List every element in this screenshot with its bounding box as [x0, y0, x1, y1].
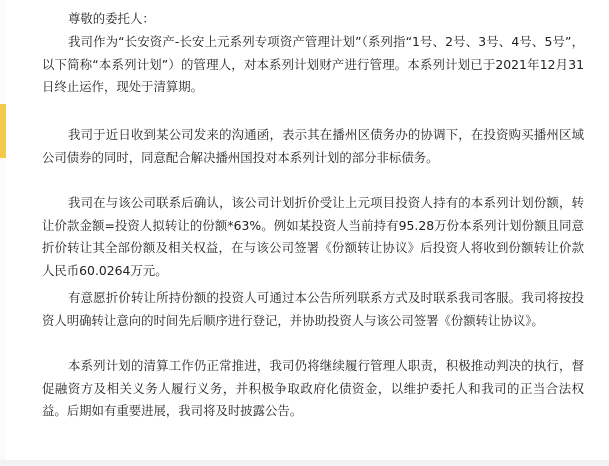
paragraph-liquidation-progress: 本系列计划的清算工作仍正常推进，我司仍将继续履行管理人职责，积极推动判决的执行，督促融资方及相关义务人履行义务，并积极争取政府化债资金，以维护委托人和我司的正当合法权益。后期如有重要进展，我司将及时披露公告。	[42, 358, 584, 418]
paragraph-transfer-terms: 我司在与该公司联系后确认，该公司计划折价受让上元项目投资人持有的本系列计划份额，转让价款金额=投资人拟转让的份额*63%。例如某投资人当前持有95.28万份本系列计划份额且同意折价转让其全部份额及相关权益，在与该公司签署《份额转让协议》后投资人将收到份额转让价款人民币60.0264万元。	[42, 195, 584, 278]
left-edge-bar	[0, 0, 6, 466]
salutation: 尊敬的委托人：	[68, 11, 155, 26]
paragraph-plan-intro: 我司作为“长安资产-长安上元系列专项资产管理计划”（系列指“1号、2号、3号、4号、5号”，以下简称“本系列计划”）的管理人，对本系列计划财产进行管理。本系列计划已于2021年12月31日终止运作，现处于清算期。	[42, 34, 584, 94]
paragraph-communication-letter: 我司于近日收到某公司发来的沟通函，表示其在播州区债务办的协调下，在投资购买播州区域公司债券的同时，同意配合解决播州国投对本系列计划的部分非标债务。	[42, 127, 584, 165]
paragraph-contact-instructions: 有意愿折价转让所持份额的投资人可通过本公告所列联系方式及时联系我司客服。我司将按投资人明确转让意向的时间先后顺序进行登记，并协助投资人与该公司签署《份额转让协议》。	[42, 290, 584, 328]
accent-marker	[0, 104, 6, 158]
bottom-edge-bar	[0, 460, 609, 466]
